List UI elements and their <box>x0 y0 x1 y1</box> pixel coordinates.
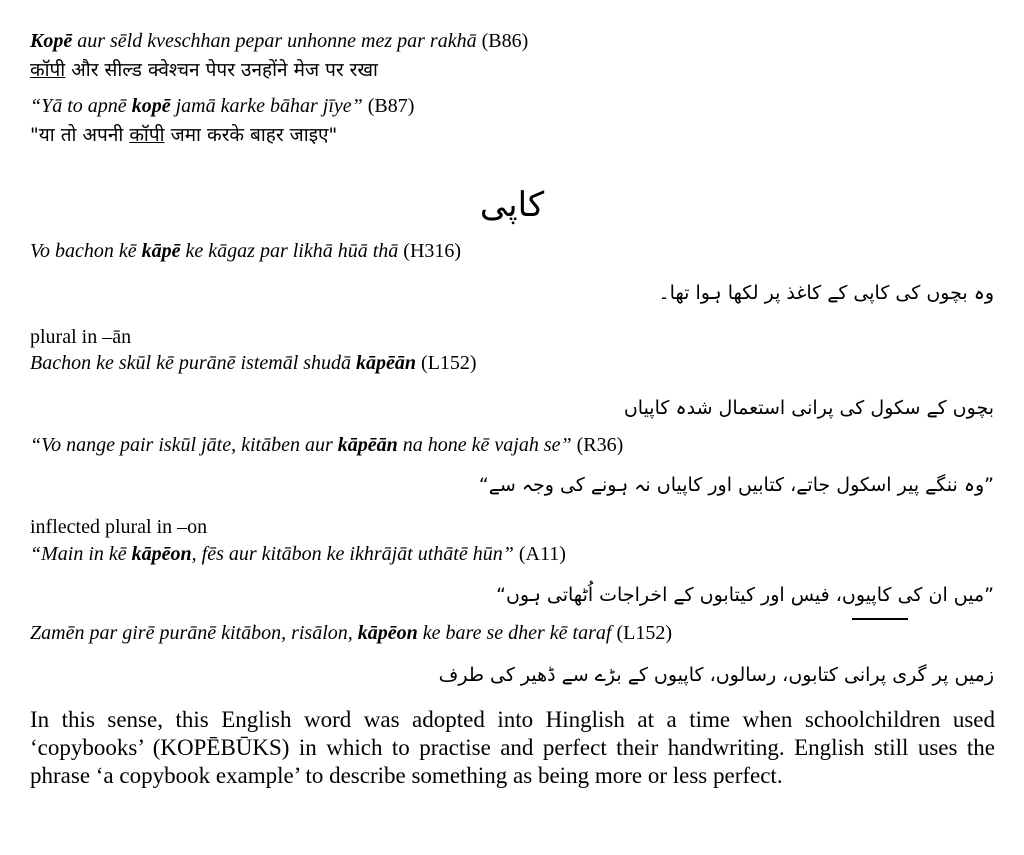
hindi-text: "या तो अपनी <box>30 124 130 146</box>
example-l152b-transliteration <box>30 620 672 646</box>
hindi-text: और सील्ड क्वेश्चन पेपर उनहोंने मेज पर रखा <box>65 59 378 81</box>
plural-label: plural in –ān <box>30 326 132 348</box>
headword: Kopē <box>30 30 73 52</box>
headword: kopē <box>131 95 171 117</box>
source-ref: (H316) <box>398 240 462 262</box>
sentence-text: “Yā to apnē <box>30 95 132 117</box>
example-b87-hindi <box>30 122 337 148</box>
example-l152-transliteration <box>30 350 477 376</box>
sentence-text: aur sēld kveschhan pepar unhonne mez par rakhā <box>72 30 477 52</box>
sentence-text: na hone kē vajah se” <box>397 434 572 456</box>
sentence-text: Vo bachon kē <box>30 240 142 262</box>
source-ref: (L152) <box>611 622 672 644</box>
example-b86-hindi <box>30 57 378 83</box>
sentence-text: , fēs aur kitābon ke ikhrājāt uthātē hūn” <box>191 543 514 565</box>
example-a11-urdu: ”میں ان کی کاپیوں، فیس اور کیتابوں کے اخراجات اُٹھاتی ہوں“ <box>496 584 994 606</box>
sentence-text: Bachon ke skūl kē purānē istemāl shudā <box>30 352 357 374</box>
example-r36-transliteration <box>30 432 623 458</box>
urdu-headword-title: کاپی <box>479 187 545 224</box>
headword: kāpēān <box>356 352 417 374</box>
example-a11-transliteration <box>30 541 566 567</box>
example-h316-urdu: وہ بچوں کی کاپی کے کاغذ پر لکھا ہوا تھا۔ <box>658 282 994 304</box>
hindi-text: जमा करके बाहर जाइए" <box>164 124 338 146</box>
hindi-headword: कॉपी <box>30 59 66 81</box>
example-l152b-urdu: زمیں پر گری پرانی کتابوں، رسالوں، کاپیوں کے بڑے سے ڈھیر کی طرف <box>438 664 994 686</box>
source-ref: (A11) <box>513 543 566 565</box>
example-h316-transliteration <box>30 238 461 264</box>
headword: kāpēān <box>337 434 398 456</box>
inflected-plural-label: inflected plural in –on <box>30 516 208 538</box>
sentence-text: “Main in kē <box>30 543 132 565</box>
sentence-text: “Vo nange pair iskūl jāte, kitāben aur <box>30 434 338 456</box>
headword: kāpē <box>141 240 181 262</box>
source-ref: (R36) <box>571 434 624 456</box>
example-l152-urdu: بچوں کے سکول کی پرانی استعمال شدہ کاپیاں <box>623 397 994 419</box>
headword: kāpēon <box>131 543 192 565</box>
headword: kāpēon <box>357 622 418 644</box>
sentence-text: ke bare se dher kē taraf <box>417 622 612 644</box>
source-ref: (B87) <box>362 95 415 117</box>
example-b87-transliteration <box>30 93 414 119</box>
source-ref: (B86) <box>476 30 529 52</box>
sentence-text: ke kāgaz par likhā hūā thā <box>180 240 399 262</box>
example-r36-urdu: ”وہ ننگے پیر اسکول جاتے، کتابیں اور کاپیاں نہ ہونے کی وجہ سے“ <box>478 474 994 496</box>
hindi-headword: कॉपी <box>129 124 165 146</box>
sentence-text: Zamēn par girē purānē kitābon, risālon, <box>30 622 358 644</box>
source-ref: (L152) <box>416 352 477 374</box>
explanation-paragraph: In this sense, this English word was adopted into Hinglish at a time when schoolchildren used ‘copybooks’ (KOPĒBŪKS) in which to practise and perfect their handwriting. English still uses the phrase ‘a copybook example’ to describe something as being more or less perfect. <box>30 707 995 788</box>
example-b86-transliteration <box>30 28 528 54</box>
overline-rule <box>852 618 908 620</box>
sentence-text: jamā karke bāhar jīye” <box>170 95 363 117</box>
